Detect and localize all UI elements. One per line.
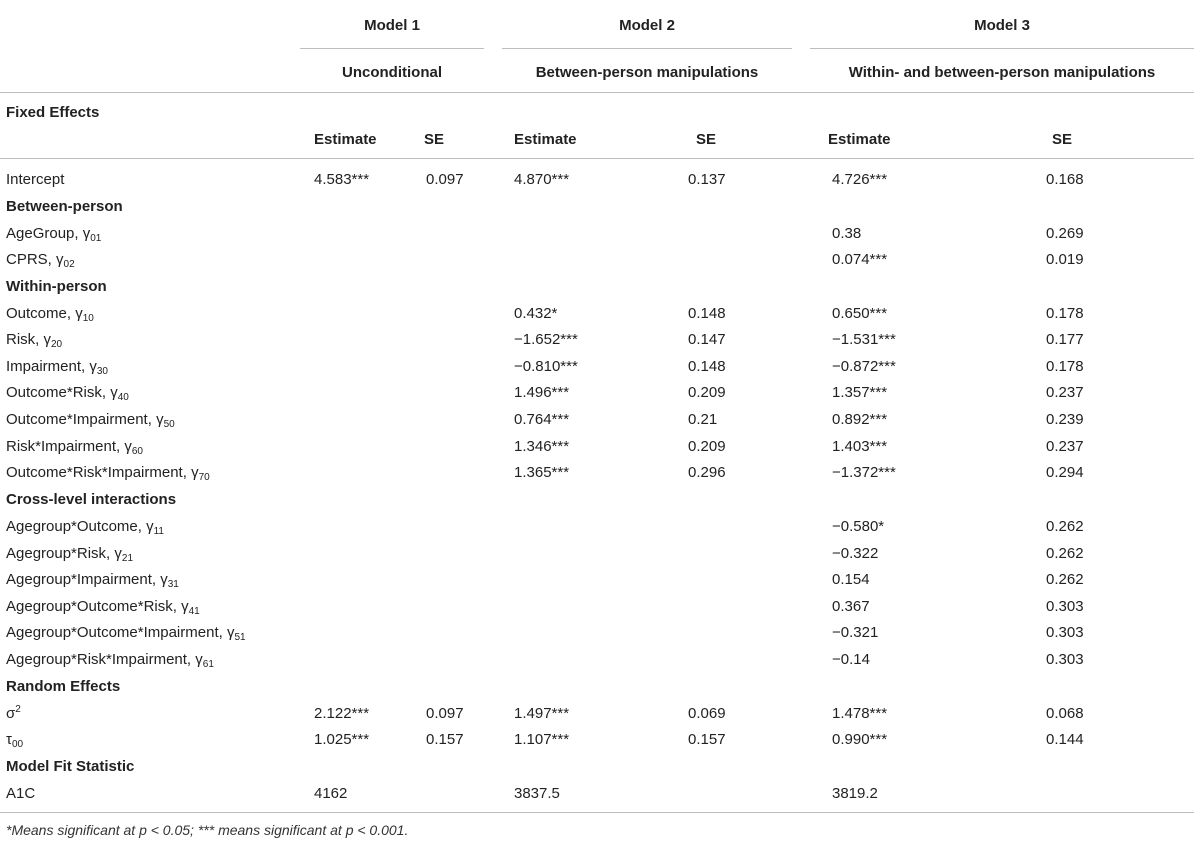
row-symbol: γ <box>114 545 122 562</box>
cell-m3s: 0.237 <box>1046 438 1084 455</box>
cell-m3e: 1.357*** <box>832 384 888 401</box>
row-label-text: Outcome*Impairment, <box>6 411 157 428</box>
cell-m2s: 0.148 <box>688 358 726 375</box>
row-label-text: AgeGroup, <box>6 225 83 242</box>
row-label-text: CPRS, <box>6 251 57 268</box>
row-symbol: γ <box>56 251 64 268</box>
cell-m3s: 0.303 <box>1046 651 1084 668</box>
row-label-text: Outcome, <box>6 305 76 322</box>
section-fixed-effects: Fixed Effects <box>6 104 100 121</box>
row-label <box>6 624 246 642</box>
cell-m1e: 1.025*** <box>314 731 370 748</box>
row-symbol: γ <box>156 411 164 428</box>
row-label <box>6 705 21 723</box>
cell-m3s: 0.262 <box>1046 571 1084 588</box>
row-symbol: σ <box>6 705 16 722</box>
cell-m3e: 1.403*** <box>832 438 888 455</box>
row-subscript: 70 <box>198 472 210 483</box>
cell-m1e: 4.583*** <box>314 171 370 188</box>
cell-m3e: 0.38 <box>832 225 862 242</box>
cell-m1e: 2.122*** <box>314 705 370 722</box>
cell-m1s: 0.157 <box>426 731 464 748</box>
cell-m3e: 0.074*** <box>832 251 888 268</box>
cell-m2s: 0.137 <box>688 171 726 188</box>
row-subscript: 20 <box>51 339 63 350</box>
cell-m2s: 0.069 <box>688 705 726 722</box>
row-label <box>6 571 179 589</box>
model-3-condition: Within- and between-person manipulations <box>848 64 1156 81</box>
bottom-rule <box>0 812 1194 813</box>
row-label <box>6 331 62 349</box>
cell-m2e: 0.432* <box>514 305 558 322</box>
cell-m2s: 0.296 <box>688 464 726 481</box>
cell-m2e: 1.496*** <box>514 384 570 401</box>
cell-m3s: 0.178 <box>1046 305 1084 322</box>
cell-m1e: 4162 <box>314 785 348 802</box>
row-symbol: τ <box>6 731 12 748</box>
m2-estimate-header: Estimate <box>514 131 577 148</box>
row-label <box>6 358 108 376</box>
footnote: *Means significant at p < 0.05; *** means significant at p < 0.001. <box>6 822 409 838</box>
row-symbol: γ <box>75 305 83 322</box>
section-random-effects: Random Effects <box>6 678 121 695</box>
row-subscript: 51 <box>234 632 246 643</box>
row-label <box>6 171 64 189</box>
cell-m3e: −0.580* <box>832 518 885 535</box>
row-superscript: 2 <box>15 704 21 715</box>
header-rule <box>0 92 1194 93</box>
model-2-header: Model 2 <box>619 17 675 34</box>
row-label <box>6 438 143 456</box>
row-subscript: 31 <box>167 579 179 590</box>
cell-m3e: −1.372*** <box>832 464 896 481</box>
m2-se-header: SE <box>696 131 717 148</box>
row-symbol: γ <box>160 571 168 588</box>
cell-m2e: 1.346*** <box>514 438 570 455</box>
row-label <box>6 731 23 749</box>
cell-m3e: −0.322 <box>832 545 879 562</box>
row-subscript: 21 <box>121 553 134 564</box>
row-label-text: Intercept <box>6 171 65 188</box>
model-2-condition: Between-person manipulations <box>535 64 759 81</box>
row-label-text: Risk, <box>6 331 44 348</box>
cell-m2e: 0.764*** <box>514 411 570 428</box>
cell-m2s: 0.147 <box>688 331 726 348</box>
cell-m2e: 3837.5 <box>514 785 560 802</box>
row-symbol: γ <box>110 384 118 401</box>
cell-m3e: 1.478*** <box>832 705 888 722</box>
m3-estimate-header: Estimate <box>828 131 891 148</box>
cell-m3e: −0.321 <box>832 624 879 641</box>
cell-m3s: 0.294 <box>1046 464 1084 481</box>
row-label-text: Risk*Impairment, <box>6 438 125 455</box>
cell-m3s: 0.303 <box>1046 598 1084 615</box>
row-label-text: Agegroup*Outcome*Risk, <box>6 598 182 615</box>
cell-m3s: 0.237 <box>1046 384 1084 401</box>
model-3-rule <box>810 48 1194 49</box>
cell-m3s: 0.269 <box>1046 225 1084 242</box>
row-label-text: Agegroup*Risk, <box>6 545 115 562</box>
cell-m3s: 0.177 <box>1046 331 1084 348</box>
cell-m2s: 0.157 <box>688 731 726 748</box>
row-subscript: 02 <box>63 259 75 270</box>
row-label-text: Outcome*Risk*Impairment, <box>6 464 192 481</box>
row-label <box>6 411 175 429</box>
row-subscript: 00 <box>11 739 24 750</box>
row-symbol: γ <box>124 438 132 455</box>
row-subscript: 60 <box>131 446 143 457</box>
cell-m3e: −0.872*** <box>832 358 896 375</box>
row-symbol: γ <box>195 651 203 668</box>
cell-m2e: −0.810*** <box>514 358 578 375</box>
cell-m3e: −0.14 <box>832 651 870 668</box>
model-1-condition: Unconditional <box>342 64 442 81</box>
section-between-person: Between-person <box>6 198 123 215</box>
cell-m3s: 0.168 <box>1046 171 1084 188</box>
row-subscript: 01 <box>90 233 102 244</box>
row-label <box>6 305 94 323</box>
cell-m2s: 0.21 <box>688 411 718 428</box>
model-3-header: Model 3 <box>974 17 1030 34</box>
cell-m2e: 1.365*** <box>514 464 570 481</box>
cell-m1s: 0.097 <box>426 705 464 722</box>
cell-m2e: −1.652*** <box>514 331 578 348</box>
cell-m3s: 0.178 <box>1046 358 1084 375</box>
row-label-text: Agegroup*Impairment, <box>6 571 161 588</box>
row-symbol: γ <box>181 598 189 615</box>
cell-m3e: 3819.2 <box>832 785 878 802</box>
row-symbol: γ <box>146 518 154 535</box>
row-label <box>6 384 129 402</box>
cell-m2e: 1.107*** <box>514 731 570 748</box>
cell-m1s: 0.097 <box>426 171 464 188</box>
section-within-person: Within-person <box>6 278 107 295</box>
row-label <box>6 785 35 803</box>
cell-m2e: 1.497*** <box>514 705 570 722</box>
model-1-header: Model 1 <box>364 17 420 34</box>
cell-m3e: 0.154 <box>832 571 870 588</box>
row-subscript: 41 <box>188 606 200 617</box>
row-label-text: Outcome*Risk, <box>6 384 111 401</box>
row-label-text: Impairment, <box>6 358 90 375</box>
row-label <box>6 225 101 243</box>
cell-m3s: 0.019 <box>1046 251 1084 268</box>
section-model-fit: Model Fit Statistic <box>6 758 135 775</box>
cell-m3e: 0.367 <box>832 598 870 615</box>
cell-m3s: 0.262 <box>1046 545 1084 562</box>
cell-m3e: 0.892*** <box>832 411 888 428</box>
cell-m2s: 0.209 <box>688 438 726 455</box>
m1-estimate-header: Estimate <box>314 131 377 148</box>
row-label <box>6 518 164 536</box>
row-label-text: Agegroup*Outcome*Impairment, <box>6 624 227 641</box>
section-cross-level: Cross-level interactions <box>6 491 177 508</box>
model-1-rule <box>300 48 484 49</box>
row-subscript: 11 <box>153 526 164 537</box>
row-symbol: γ <box>82 225 91 242</box>
cell-m3e: 0.990*** <box>832 731 888 748</box>
row-label <box>6 251 75 269</box>
model-2-rule <box>502 48 792 49</box>
cell-m3s: 0.303 <box>1046 624 1084 641</box>
cell-m3s: 0.144 <box>1046 731 1084 748</box>
cell-m3e: 4.726*** <box>832 171 888 188</box>
row-label-text: Agegroup*Outcome, <box>6 518 147 535</box>
row-subscript: 40 <box>117 392 129 403</box>
row-label <box>6 598 200 616</box>
row-subscript: 30 <box>96 366 108 377</box>
row-subscript: 61 <box>202 659 214 670</box>
row-subscript: 10 <box>82 313 94 324</box>
row-label <box>6 464 210 482</box>
m3-se-header: SE <box>1052 131 1073 148</box>
cell-m3s: 0.068 <box>1046 705 1084 722</box>
row-symbol: γ <box>43 331 51 348</box>
cell-m3s: 0.262 <box>1046 518 1084 535</box>
m1-se-header: SE <box>424 131 445 148</box>
row-label-text: A1C <box>6 785 36 802</box>
row-symbol: γ <box>89 358 97 375</box>
row-label <box>6 545 133 563</box>
cell-m2s: 0.148 <box>688 305 726 322</box>
subheader-rule <box>0 158 1194 159</box>
cell-m2e: 4.870*** <box>514 171 570 188</box>
row-subscript: 50 <box>163 419 175 430</box>
cell-m3e: −1.531*** <box>832 331 896 348</box>
row-label <box>6 651 214 669</box>
row-symbol: γ <box>191 464 199 481</box>
row-symbol: γ <box>226 624 235 641</box>
cell-m3s: 0.239 <box>1046 411 1084 428</box>
row-label-text: Agegroup*Risk*Impairment, <box>6 651 196 668</box>
cell-m3e: 0.650*** <box>832 305 888 322</box>
cell-m2s: 0.209 <box>688 384 726 401</box>
